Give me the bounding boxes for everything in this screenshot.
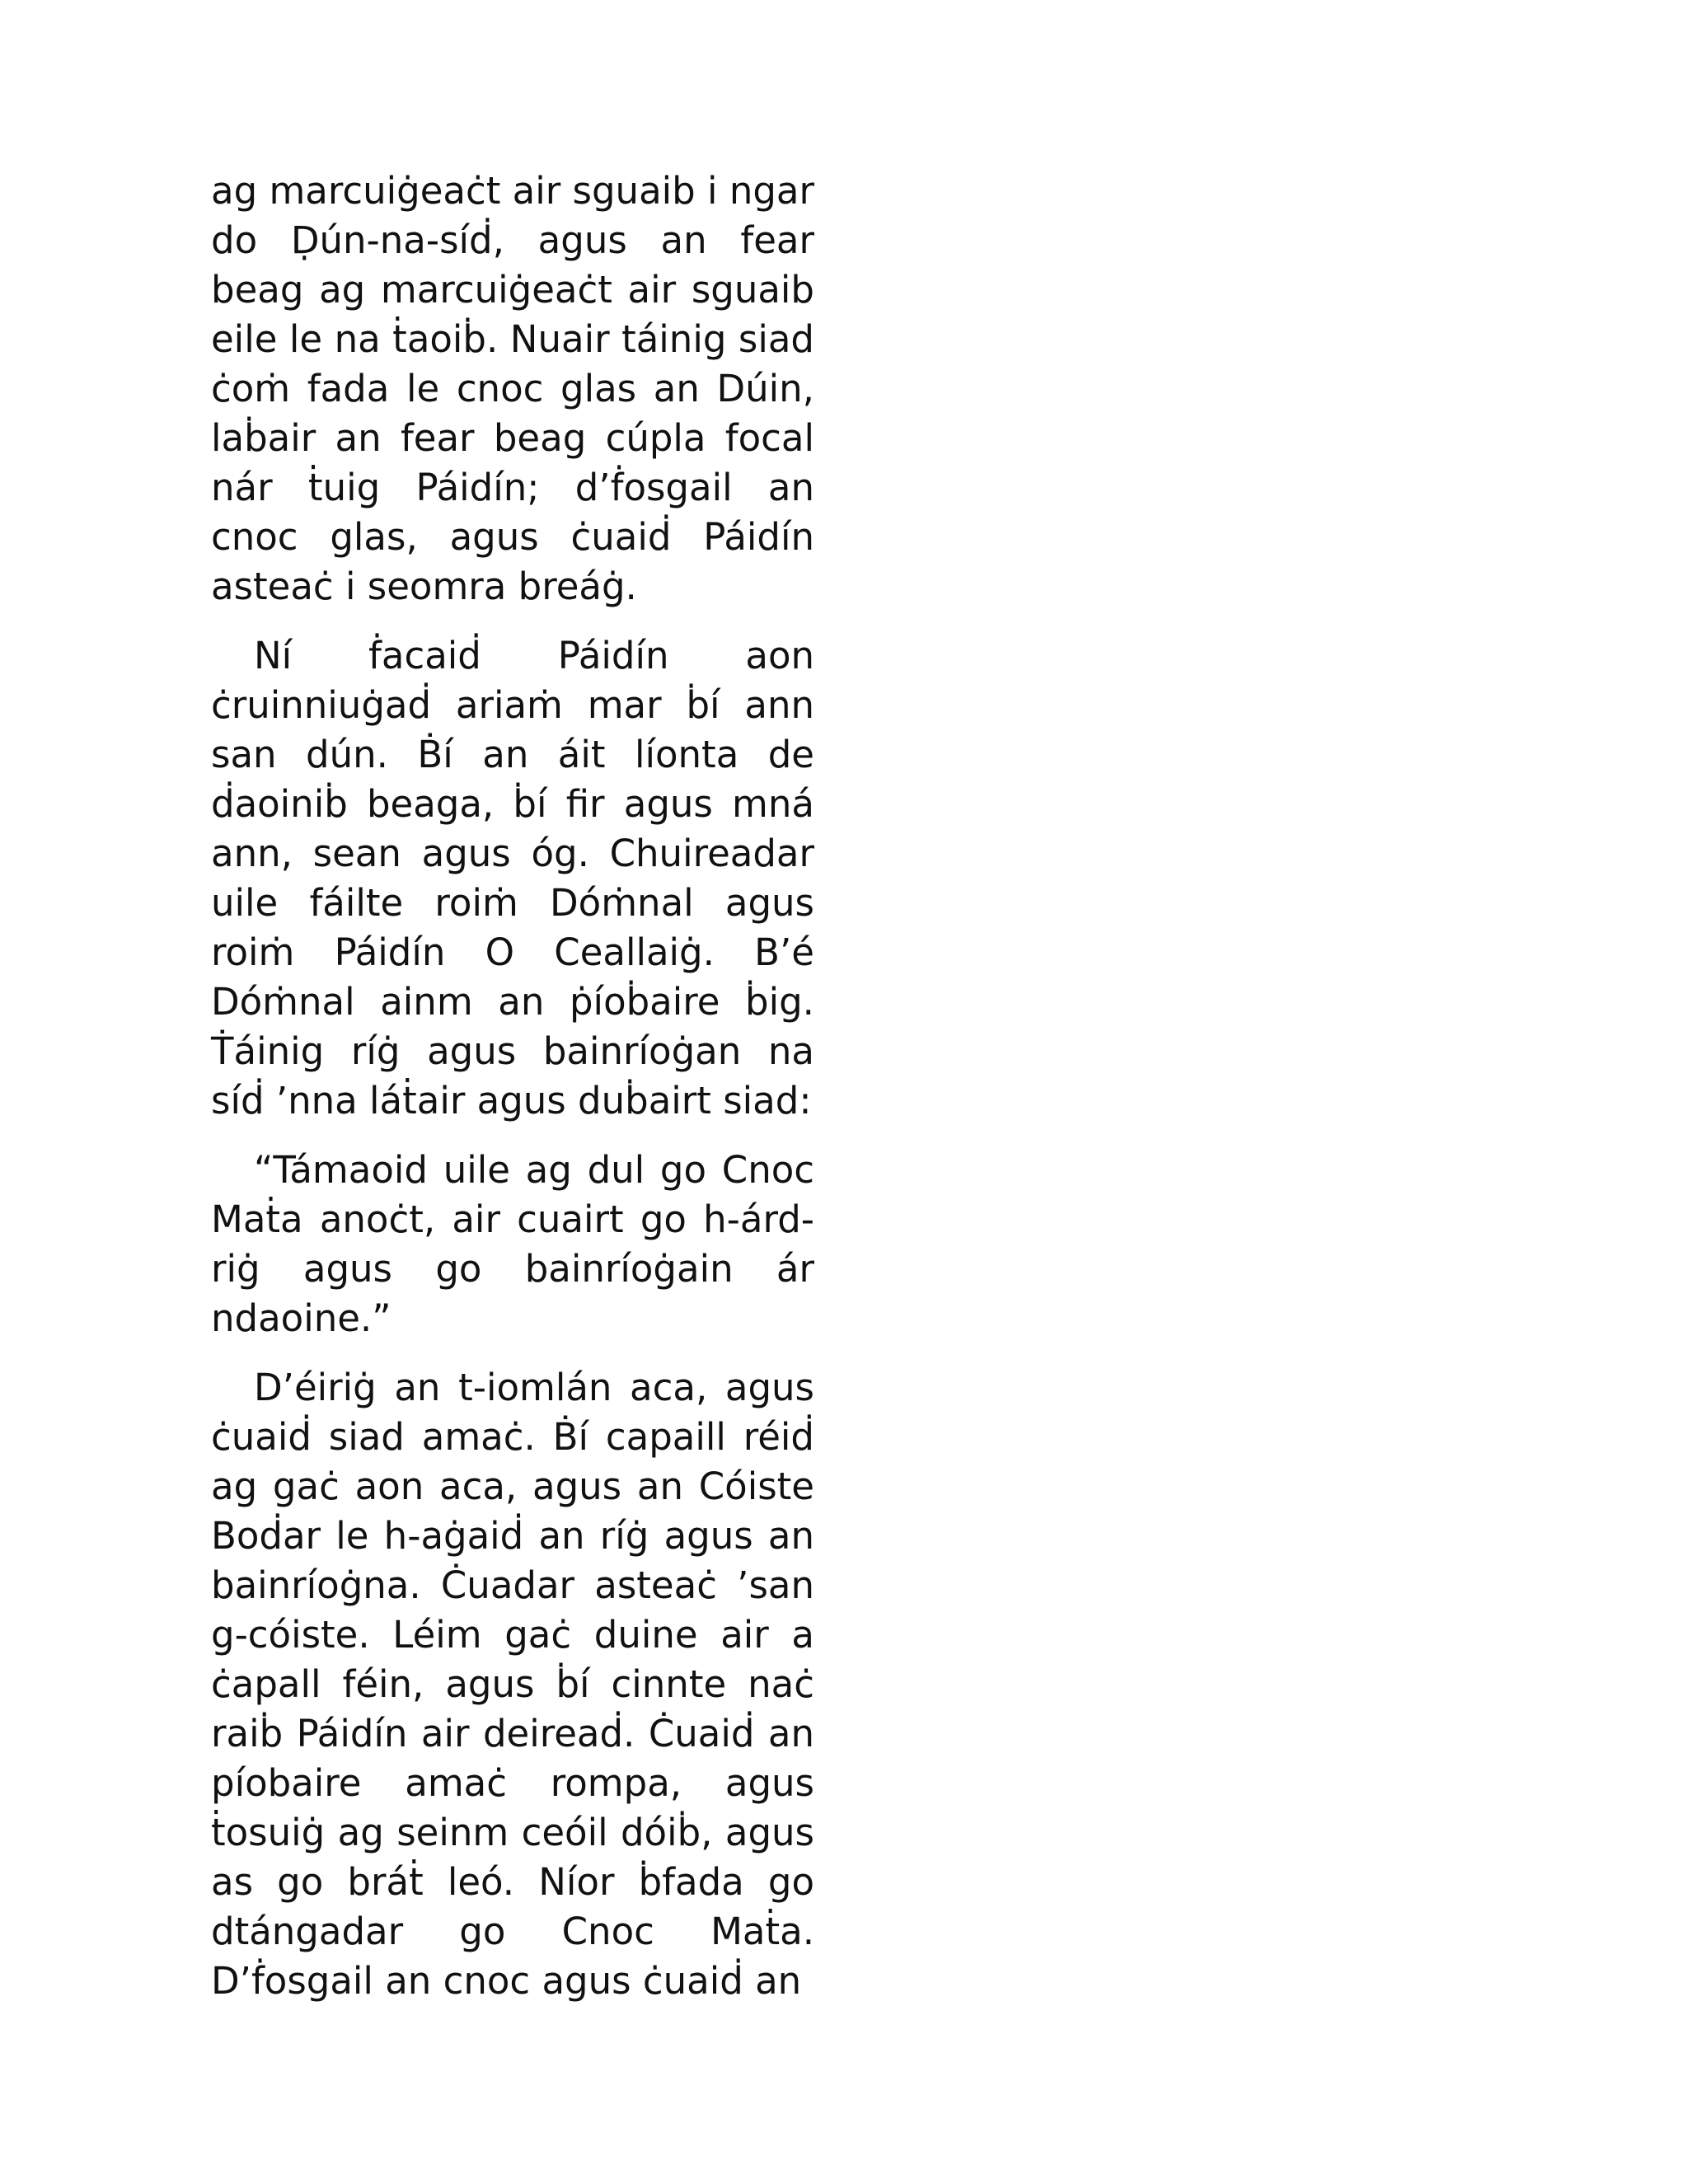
text-column: [211, 169, 814, 2003]
paragraph-2: Ní ḟacaiḋ Páidín aon ċruinniuġaḋ ariaṁ mar ḃí ann san dún. Ḃí an áit líonta de ḋaoiniḃ beaga, ḃí fir agus mná ann, sean agus óg. Chuireadar uile fáilte roiṁ Dóṁnal agus roiṁ Páidín O Ceallaiġ. B’é Dóṁnal ainm an ṗíoḃaire ḃig. Ṫáinig ríġ agus bainríoġan na síḋ ’nna láṫair agus duḃairt siad:: [211, 634, 814, 1122]
paragraph-3: “Támaoid uile ag dul go Cnoc Maṫa anoċt, air cuairt go h-árd-riġ agus go bainríoġain ár ndaoine.”: [211, 1148, 814, 1340]
text-body: [211, 166, 814, 2006]
paragraph-1: ag marcuiġeaċt air sguaib i ngar do Ḍún-na-síḋ, agus an fear beag ag marcuiġeaċt air sguaib eile le na ṫaoiḃ. Nuair táinig siad ċoṁ fada le cnoc glas an Dúin, laḃair an fear beag cúpla focal nár ṫuig Páidín; d’ḟosgail an cnoc glas, agus ċuaiḋ Páidín asteaċ i seomra breáġ.: [211, 169, 814, 608]
paragraph-4: D’éiriġ an t-iomlán aca, agus ċuaiḋ siad amaċ. Ḃí capaill réiḋ ag gaċ aon aca, agus an Cóiste Boḋar le h-aġaiḋ an ríġ agus an bainríoġna. Ċuadar asteaċ ’san g-cóiste. Léim gaċ duine air a ċapall féin, agus ḃí cinnte naċ raiḃ Páidín air deireaḋ. Ċuaiḋ an píobaire amaċ rompa, agus ṫosuiġ ag seinm ceóil dóiḃ, agus as go bráṫ leó. Níor ḃfada go dtángadar go Cnoc Maṫa. D’ḟosgail an cnoc agus ċuaiḋ an: [211, 1366, 814, 2003]
